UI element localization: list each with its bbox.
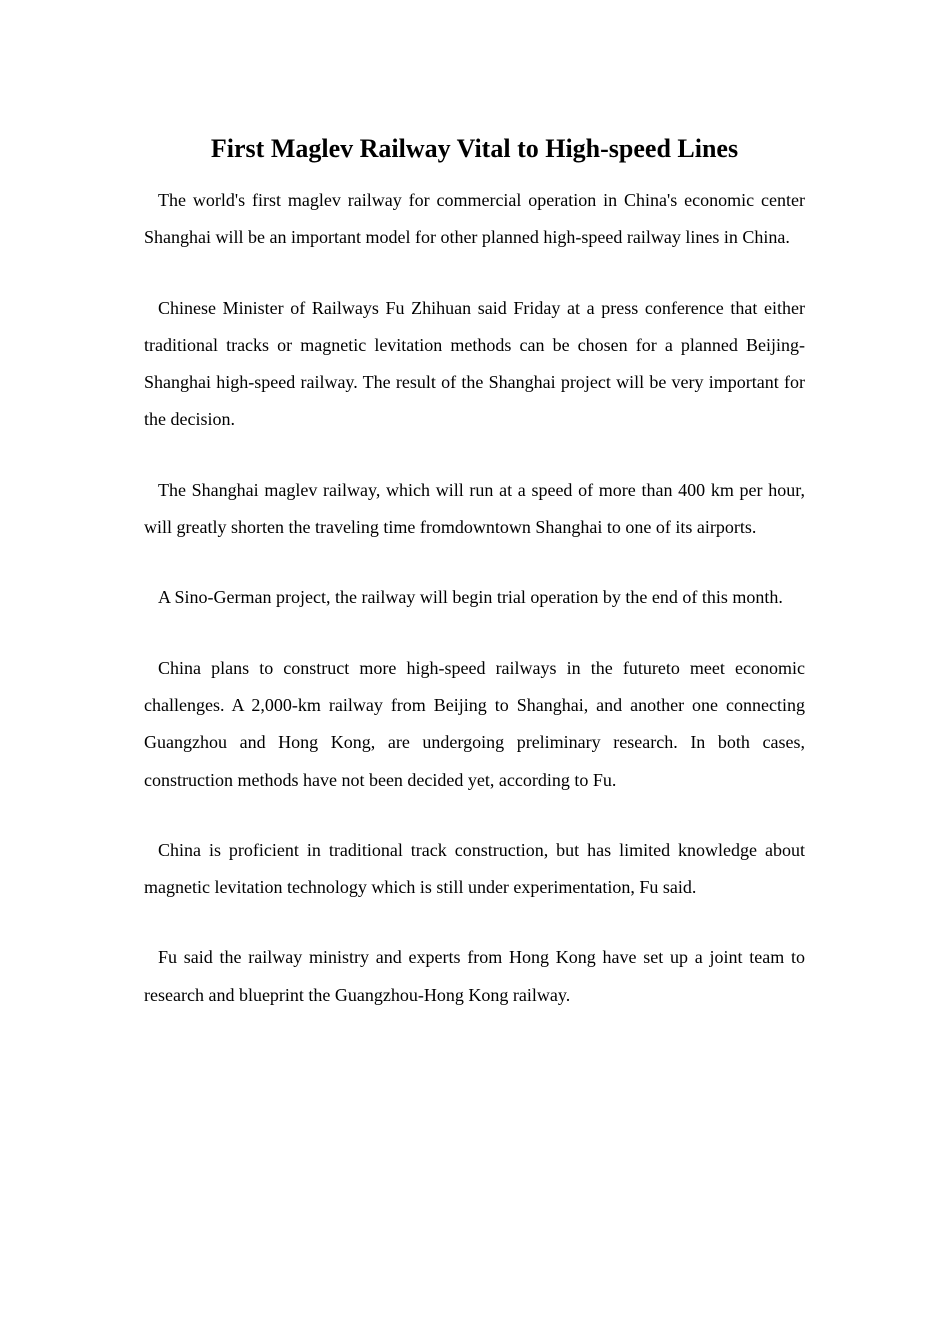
paragraph-5: China plans to construct more high-speed railways in the futureto meet economic challenges. A 2,000-km railway from Beijing to Shanghai, and another one connecting Guangzhou and Hong Kong, are undergoing preliminary research. In both cases, construction methods have not been decided yet, according to Fu. xyxy=(144,657,805,790)
paragraph-3: The Shanghai maglev railway, which will run at a speed of more than 400 km per hour, will greatly shorten the traveling time fromdowntown Shanghai to one of its airports. xyxy=(144,479,805,538)
paragraph-6: China is proficient in traditional track construction, but has limited knowledge about magnetic levitation technology which is still under experimentation, Fu said. xyxy=(144,839,805,898)
paragraph-4: A Sino-German project, the railway will begin trial operation by the end of this month. xyxy=(158,587,783,608)
paragraph-2: Chinese Minister of Railways Fu Zhihuan said Friday at a press conference that either traditional tracks or magnetic levitation methods can be chosen for a planned Beijing-Shanghai high-speed railway. The result of the Shanghai project will be very important for the decision. xyxy=(144,297,805,430)
document-page xyxy=(144,130,805,1047)
paragraph-1: The world's first maglev railway for commercial operation in China's economic center Shanghai will be an important model for other planned high-speed railway lines in China. xyxy=(144,190,805,248)
document-title: First Maglev Railway Vital to High-speed Lines xyxy=(210,134,739,163)
paragraph-7: Fu said the railway ministry and experts from Hong Kong have set up a joint team to research and blueprint the Guangzhou-Hong Kong railway. xyxy=(144,947,805,1005)
